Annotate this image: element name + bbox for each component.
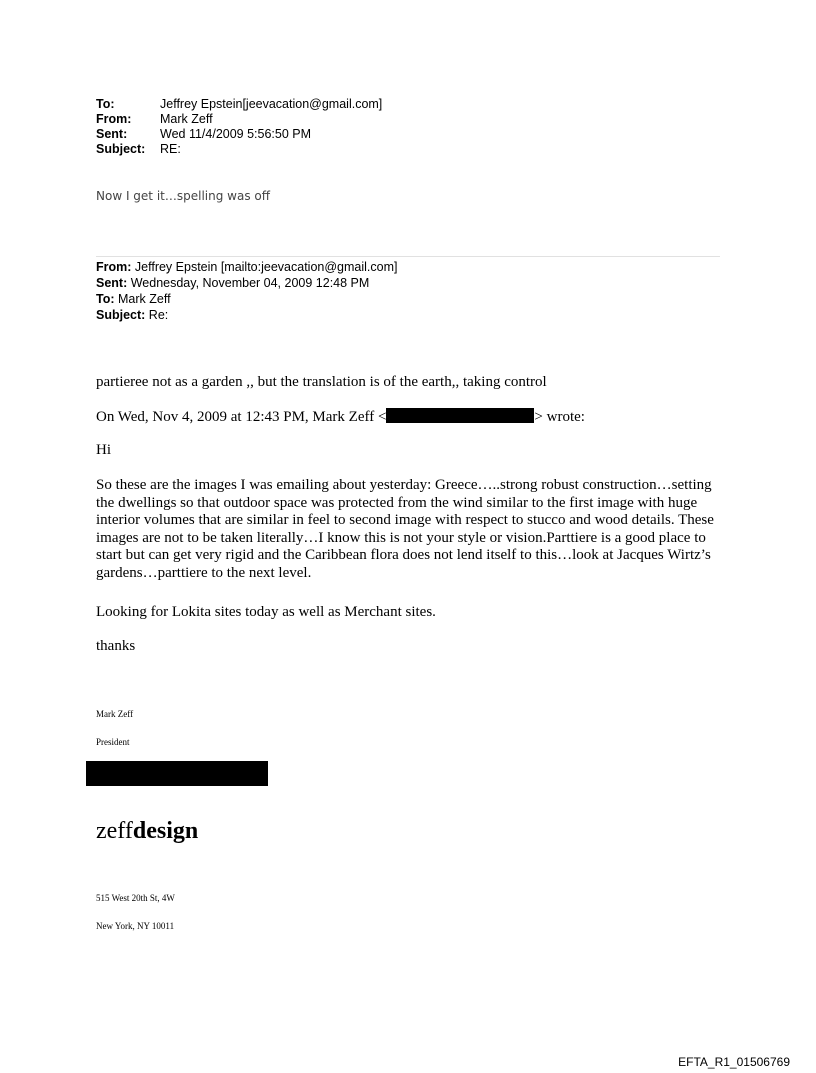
signature-title: President bbox=[96, 737, 130, 747]
closing: thanks bbox=[96, 638, 136, 654]
from-label: From: bbox=[96, 112, 132, 126]
sent-row bbox=[96, 127, 382, 142]
fwd-sent-row bbox=[96, 275, 397, 291]
separator-line bbox=[96, 256, 720, 257]
signature-redaction-block bbox=[86, 761, 268, 786]
to-row bbox=[96, 97, 382, 112]
fwd-from-label: From: bbox=[96, 260, 132, 274]
sent-label: Sent: bbox=[96, 127, 128, 141]
logo-bold: design bbox=[132, 818, 199, 844]
to-value: Jeffrey Epstein[jeevacation@gmail.com] bbox=[160, 97, 383, 111]
address-line-2: New York, NY 10011 bbox=[96, 921, 175, 931]
fwd-sent-label: Sent: bbox=[96, 276, 128, 290]
body-paragraph-sites: Looking for Lokita sites today as well as Merchant sites. bbox=[96, 604, 436, 620]
body-paragraph-main: So these are the images I was emailing about yesterday: Greece…..strong robust construction…setting the dwellings so that outdoor space was protected from the wind similar to the first image with huge interior volumes that are similar in feel to second image with respect to stucco and wood details. These images are not to be taken literally…I know this is not your style or vision.Parttiere is a good place to start but can get very rigid and the Caribbean flora does not lend itself to this…look at Jacques Wirtz’s gardens…parttiere to the next level. bbox=[96, 477, 714, 581]
signature-name: Mark Zeff bbox=[96, 709, 134, 719]
email-header bbox=[96, 97, 382, 157]
fwd-subject-value: Re: bbox=[145, 308, 169, 322]
from-value: Mark Zeff bbox=[160, 112, 213, 126]
quote-intro-prefix: On Wed, Nov 4, 2009 at 12:43 PM, Mark Zeff < bbox=[96, 409, 387, 425]
quote-intro bbox=[96, 408, 585, 427]
company-logo bbox=[96, 818, 198, 845]
body-paragraph-1: partieree not as a garden ,, but the translation is of the earth,, taking control bbox=[96, 374, 547, 390]
subject-row bbox=[96, 142, 382, 157]
fwd-subject-label: Subject: bbox=[96, 308, 146, 322]
fwd-sent-value: Wednesday, November 04, 2009 12:48 PM bbox=[127, 276, 370, 290]
address-line-1: 515 West 20th St, 4W bbox=[96, 893, 175, 903]
fwd-to-row bbox=[96, 291, 397, 307]
reply-text: Now I get it…spelling was off bbox=[96, 189, 270, 203]
sent-value: Wed 11/4/2009 5:56:50 PM bbox=[160, 127, 312, 141]
forwarded-header bbox=[96, 259, 397, 323]
fwd-from-value: Jeffrey Epstein [mailto:jeevacation@gmail.com] bbox=[131, 260, 398, 274]
from-row bbox=[96, 112, 382, 127]
fwd-from-row bbox=[96, 259, 397, 275]
document-id: EFTA_R1_01506769 bbox=[678, 1055, 790, 1069]
quote-intro-suffix: > wrote: bbox=[534, 409, 585, 425]
logo-regular: zeff bbox=[96, 818, 133, 844]
to-label: To: bbox=[96, 97, 115, 111]
subject-value: RE: bbox=[160, 142, 181, 156]
subject-label: Subject: bbox=[96, 142, 146, 156]
fwd-to-label: To: bbox=[96, 292, 115, 306]
fwd-to-value: Mark Zeff bbox=[114, 292, 171, 306]
fwd-subject-row bbox=[96, 307, 397, 323]
greeting: Hi bbox=[96, 442, 111, 458]
redaction-block bbox=[386, 408, 534, 423]
